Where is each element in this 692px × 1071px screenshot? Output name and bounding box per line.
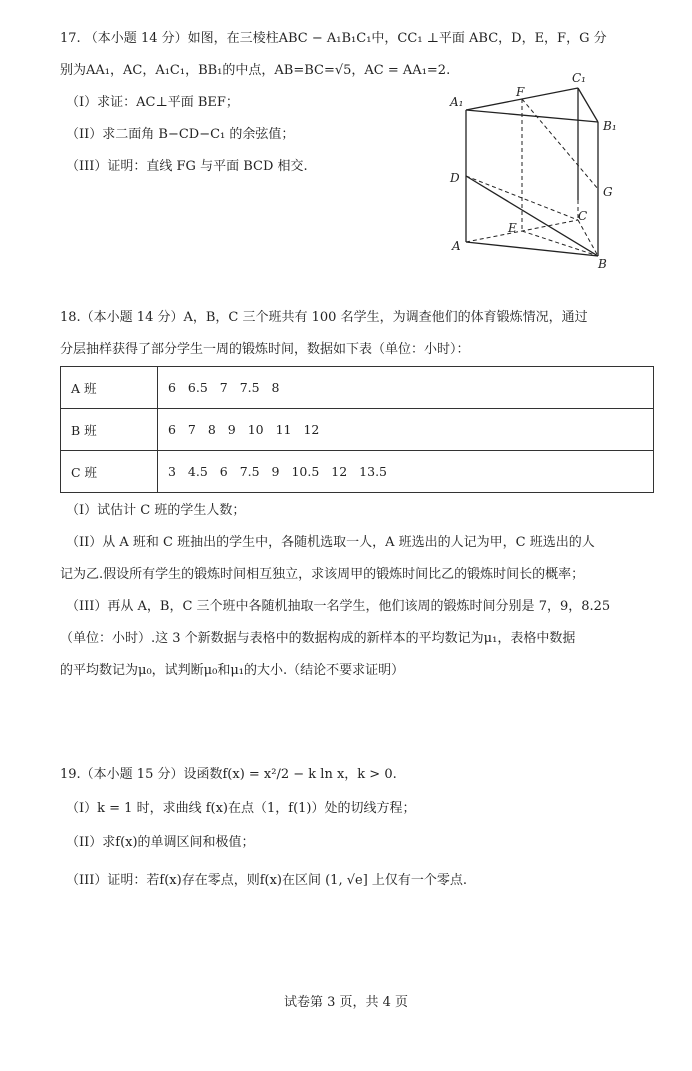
table-row bbox=[61, 409, 654, 451]
label-a: A bbox=[452, 239, 461, 253]
exercise-time-table bbox=[60, 366, 654, 493]
label-d: D bbox=[450, 171, 460, 185]
q18-part3-line1: （III）再从 A，B，C 三个班中各随机抽取一名学生，他们该周的锻炼时间分别是 7，9，8.25 bbox=[66, 599, 611, 614]
class-cell: B 班 bbox=[61, 409, 158, 451]
edge-c1b1 bbox=[578, 88, 598, 122]
label-c1: C₁ bbox=[572, 71, 586, 85]
q19-part2: （II）求f(x)的单调区间和极值； bbox=[66, 835, 255, 850]
q18-part2-line2: 记为乙.假设所有学生的锻炼时间相互独立，求该周甲的锻炼时间比乙的锻炼时间长的概率； bbox=[60, 567, 585, 582]
values-cell: 6 7 8 9 10 11 12 bbox=[158, 409, 654, 451]
prism-figure bbox=[446, 70, 626, 270]
class-cell: C 班 bbox=[61, 451, 158, 493]
q19-stem: 19.（本小题 15 分）设函数f(x) = x²/2 − k ln x，k > 0. bbox=[60, 767, 397, 782]
q18-stem-line1: 18.（本小题 14 分）A，B，C 三个班共有 100 名学生，为调查他们的体育锻炼情况，通过 bbox=[60, 310, 588, 325]
label-b: B bbox=[598, 257, 607, 270]
q17-part1: （I）求证：AC⊥平面 BEF； bbox=[66, 95, 239, 110]
label-g: G bbox=[603, 185, 613, 199]
q18-part2-line1: （II）从 A 班和 C 班抽出的学生中，各随机选取一人，A 班选出的人记为甲，C 班选出的人 bbox=[66, 535, 595, 550]
table-row bbox=[61, 451, 654, 493]
q18-stem-line2: 分层抽样获得了部分学生一周的锻炼时间，数据如下表（单位：小时）： bbox=[60, 342, 470, 357]
label-c: C bbox=[578, 209, 588, 223]
q17-part2: （II）求二面角 B−CD−C₁ 的余弦值； bbox=[66, 127, 295, 142]
values-cell: 6 6.5 7 7.5 8 bbox=[158, 367, 654, 409]
label-b1: B₁ bbox=[603, 119, 617, 133]
label-e: E bbox=[508, 221, 517, 235]
label-a1: A₁ bbox=[450, 95, 464, 109]
q17-stem-line1: 17. （本小题 14 分）如图，在三棱柱ABC − A₁B₁C₁中，CC₁ ⊥平面 ABC，D，E，F，G 分 bbox=[60, 31, 607, 46]
q18-part3-line2: （单位：小时）.这 3 个新数据与表格中的数据构成的新样本的平均数记为μ₁，表格中数据 bbox=[60, 631, 576, 646]
q18-part3-line3: 的平均数记为μ₀，试判断μ₀和μ₁的大小.（结论不要求证明） bbox=[60, 663, 405, 678]
table-row bbox=[61, 367, 654, 409]
label-f: F bbox=[516, 85, 525, 99]
q19-part3: （III）证明：若f(x)存在零点，则f(x)在区间 (1, √e] 上仅有一个零点. bbox=[66, 873, 468, 888]
class-cell: A 班 bbox=[61, 367, 158, 409]
q19-part1: （I）k = 1 时，求曲线 f(x)在点（1，f(1)）处的切线方程； bbox=[66, 801, 416, 816]
page-footer: 试卷第 3 页，共 4 页 bbox=[283, 995, 409, 1010]
q17-part3: （III）证明：直线 FG 与平面 BCD 相交. bbox=[66, 159, 308, 174]
segment-fg bbox=[522, 99, 598, 189]
q18-part1: （I）试估计 C 班的学生人数； bbox=[66, 503, 246, 518]
values-cell: 3 4.5 6 7.5 9 10.5 12 13.5 bbox=[158, 451, 654, 493]
q17-stem-line2: 别为AA₁，AC，A₁C₁，BB₁的中点，AB=BC=√5，AC = AA₁=2. bbox=[60, 63, 451, 78]
